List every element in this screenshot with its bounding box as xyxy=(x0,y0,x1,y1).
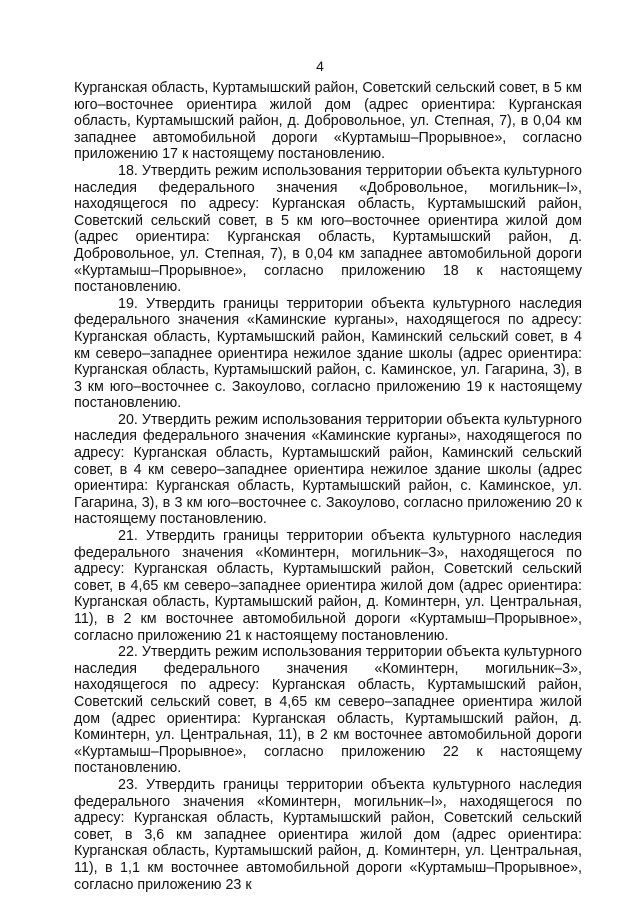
paragraph-item-23: 23. Утвердить границы территории объекта культурного наследия федерального значения «Коминтерн, могильник–I», находящегося по адресу: Курганская область, Куртамышский район, Советский сельский совет, в 3,6 км западнее ориентира жилой дом (адрес ориентира: Курганская область, Куртамышский район, д. Коминтерн, ул. Центральная, 11), в 1,1 км восточнее автомобильной дороги «Куртамыш–Прорывное», согласно приложению 23 к xyxy=(74,776,582,893)
page-number: 4 xyxy=(316,58,324,74)
paragraph-item-21: 21. Утвердить границы территории объекта культурного наследия федерального значения «Коминтерн, могильник–3», находящегося по адресу: Курганская область, Куртамышский район, Советский сельский совет, в 4,65 км северо–западнее ориентира жилой дом (адрес ориентира: Курганская область, Куртамышский район, д. Коминтерн, ул. Центральная, 11), в 2 км восточнее автомобильной дороги «Куртамыш–Прорывное», согласно приложению 21 к настоящему постановлению. xyxy=(74,528,582,644)
paragraph-item-18: 18. Утвердить режим использования территории объекта культурного наследия федерального значения «Добровольное, могильник–I», находящегося по адресу: Курганская область, Куртамышский район, Советский сельский совет, в 5 км юго–восточнее ориентира жилой дом (адрес ориентира: Курганская область, Куртамышский район, д. Добровольное, ул. Степная, 7), в 0,04 км западнее автомобильной дороги «Куртамыш–Прорывное», согласно приложению 18 к настоящему постановлению. xyxy=(74,162,582,296)
document-body xyxy=(74,80,582,893)
paragraph-item-19: 19. Утвердить границы территории объекта культурного наследия федерального значения «Каминские курганы», находящегося по адресу: Курганская область, Куртамышский район, Каминский сельский совет, в 4 км северо–западнее ориентира нежилое здание школы (адрес ориентира: Курганская область, Куртамышский район, с. Каминское, ул. Гагарина, 3), в 3 км юго–восточнее с. Закоулово, согласно приложению 19 к настоящему постановлению. xyxy=(74,295,582,412)
paragraph-item-22: 22. Утвердить режим использования территории объекта культурного наследия федерального значения «Коминтерн, могильник–3», находящегося по адресу: Курганская область, Куртамышский район, Советский сельский совет, в 4,65 км северо–западнее ориентира жилой дом (адрес ориентира: Курганская область, Куртамышский район, д. Коминтерн, ул. Центральная, 11), в 2 км восточнее автомобильной дороги «Куртамыш–Прорывное», согласно приложению 22 к настоящему постановлению. xyxy=(74,644,582,777)
paragraph-item-20: 20. Утвердить режим использования территории объекта культурного наследия федерального значения «Каминские курганы», находящегося по адресу: Курганская область, Куртамышский район, Каминский сельский совет, в 4 км северо–западнее ориентира нежилое здание школы (адрес ориентира: Курганская область, Куртамышский район, с. Каминское, ул. Гагарина, 3), в 3 км юго–восточнее с. Закоулово, согласно приложению 20 к настоящему постановлению. xyxy=(74,411,582,528)
paragraph-continuation: Курганская область, Куртамышский район, Советский сельский совет, в 5 км юго–восточнее ориентира жилой дом (адрес ориентира: Курганская область, Куртамышский район, д. Добровольное, ул. Степная, 7), в 0,04 км западнее автомобильной дороги «Куртамыш–Прорывное», согласно приложению 17 к настоящему постановлению. xyxy=(74,80,582,163)
